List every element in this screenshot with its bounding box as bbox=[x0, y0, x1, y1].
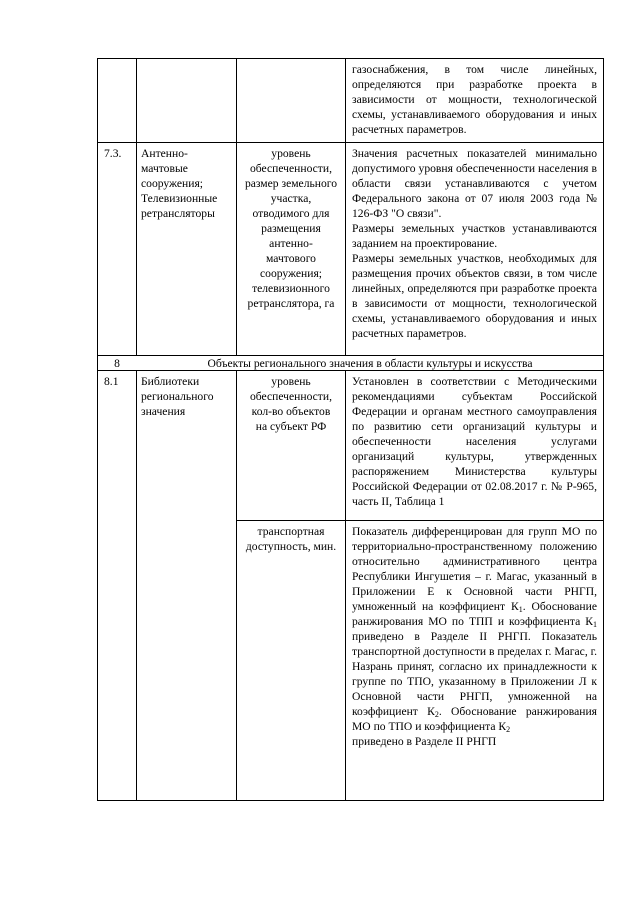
table-col-divider-2 bbox=[236, 58, 237, 355]
text-segment: приведено в Разделе II РНГП bbox=[352, 735, 497, 748]
row-8-1-name: Библиотеки регионального значения bbox=[141, 375, 214, 418]
row-8-1-text-1: Установлен в соответствии с Методическими рекомендациями субъектам Российской Федерации и органам местного самоуправления по развитию сети организаций культуры и обеспеченности населения услугами организаций культуры, утвержденных распоряжением Министерства культуры Российской Федерации от 02.08.2017 г. № Р-965, часть II, Таблица 1 bbox=[352, 375, 600, 508]
table-col-divider-2 bbox=[236, 370, 237, 801]
row-8-1-number: 8.1 bbox=[104, 375, 119, 388]
row-divider-partial bbox=[236, 520, 604, 521]
text-segment: Показатель дифференцирован для групп МО по территориально-пространственному положению относительно административного центра Республики Ингушетия – г. Магас, указанный в Приложении Е к Основной части РНГП, умноженный на коэффициент К bbox=[352, 525, 600, 613]
table-border-right bbox=[603, 58, 604, 801]
subscript: 2 bbox=[434, 710, 439, 719]
table-col-divider-3 bbox=[345, 370, 346, 801]
table-border-left bbox=[97, 58, 98, 801]
section-8-number: 8 bbox=[114, 357, 120, 370]
text-segment: . Обоснование ранжирования МО по ТПО и коэффициента К bbox=[352, 705, 600, 733]
row-top-text: газоснабжения, в том числе линейных, определяются при разработке проекта в зависимости от мощности, технологической схемы, устанавливаемого оборудования и иных расчетных параметров. bbox=[352, 63, 600, 136]
row-8-1-indicator-1: уровень обеспеченности, кол-во объектов на субъект РФ bbox=[250, 375, 332, 433]
row-7-3-text: Значения расчетных показателей минимально допустимого уровня обеспеченности населения в области связи устанавливаются с учетом Федерального закона от 07 июля 2003 года № 126-ФЗ "О связи". Размеры земельных участков устанавливаются заданием на проектирование. Размеры земельных участков, необходимых для размещения прочих объектов связи, в том числе линейных, определяются при разработке проекта в зависимости от мощности, технологической схемы, устанавливаемого оборудования и иных расчетных параметров. bbox=[352, 147, 597, 340]
subscript: 1 bbox=[593, 620, 597, 629]
subscript: 1 bbox=[518, 605, 523, 614]
table-border-bottom bbox=[97, 800, 604, 801]
row-8-1-indicator-2: транспортная доступность, мин. bbox=[245, 525, 337, 553]
table-border-top bbox=[97, 58, 604, 59]
section-8-title: Объекты регионального значения в области культуры и искусства bbox=[207, 357, 533, 370]
table-col-divider-1 bbox=[136, 370, 137, 801]
row-7-3-number: 7.3. bbox=[104, 147, 122, 160]
text-segment: . Обоснование ранжирования МО по ТПП и коэффициента К bbox=[352, 600, 600, 628]
row-divider bbox=[97, 142, 604, 143]
table-col-divider-3 bbox=[345, 58, 346, 355]
row-7-3-name: Антенно- мачтовые сооружения; Телевизионные ретрансляторы bbox=[141, 147, 218, 220]
text-segment: приведено в Разделе II РНГП. Показатель транспортной доступности в пределах г. Магас, г. Назрань принят, согласно их принадлежности к группе по ТПО, указанному в Приложении Л к Основной части РНГП, умноженной на коэффициент К bbox=[352, 615, 600, 718]
row-7-3-indicator: уровень обеспеченности, размер земельного участка, отводимого для размещения антенно- мачтового сооружения; телевизионного ретранслятора, га bbox=[244, 147, 338, 310]
subscript: 2 bbox=[506, 725, 511, 734]
row-8-1-text-2 bbox=[352, 524, 600, 749]
table-col-divider-1 bbox=[136, 58, 137, 355]
